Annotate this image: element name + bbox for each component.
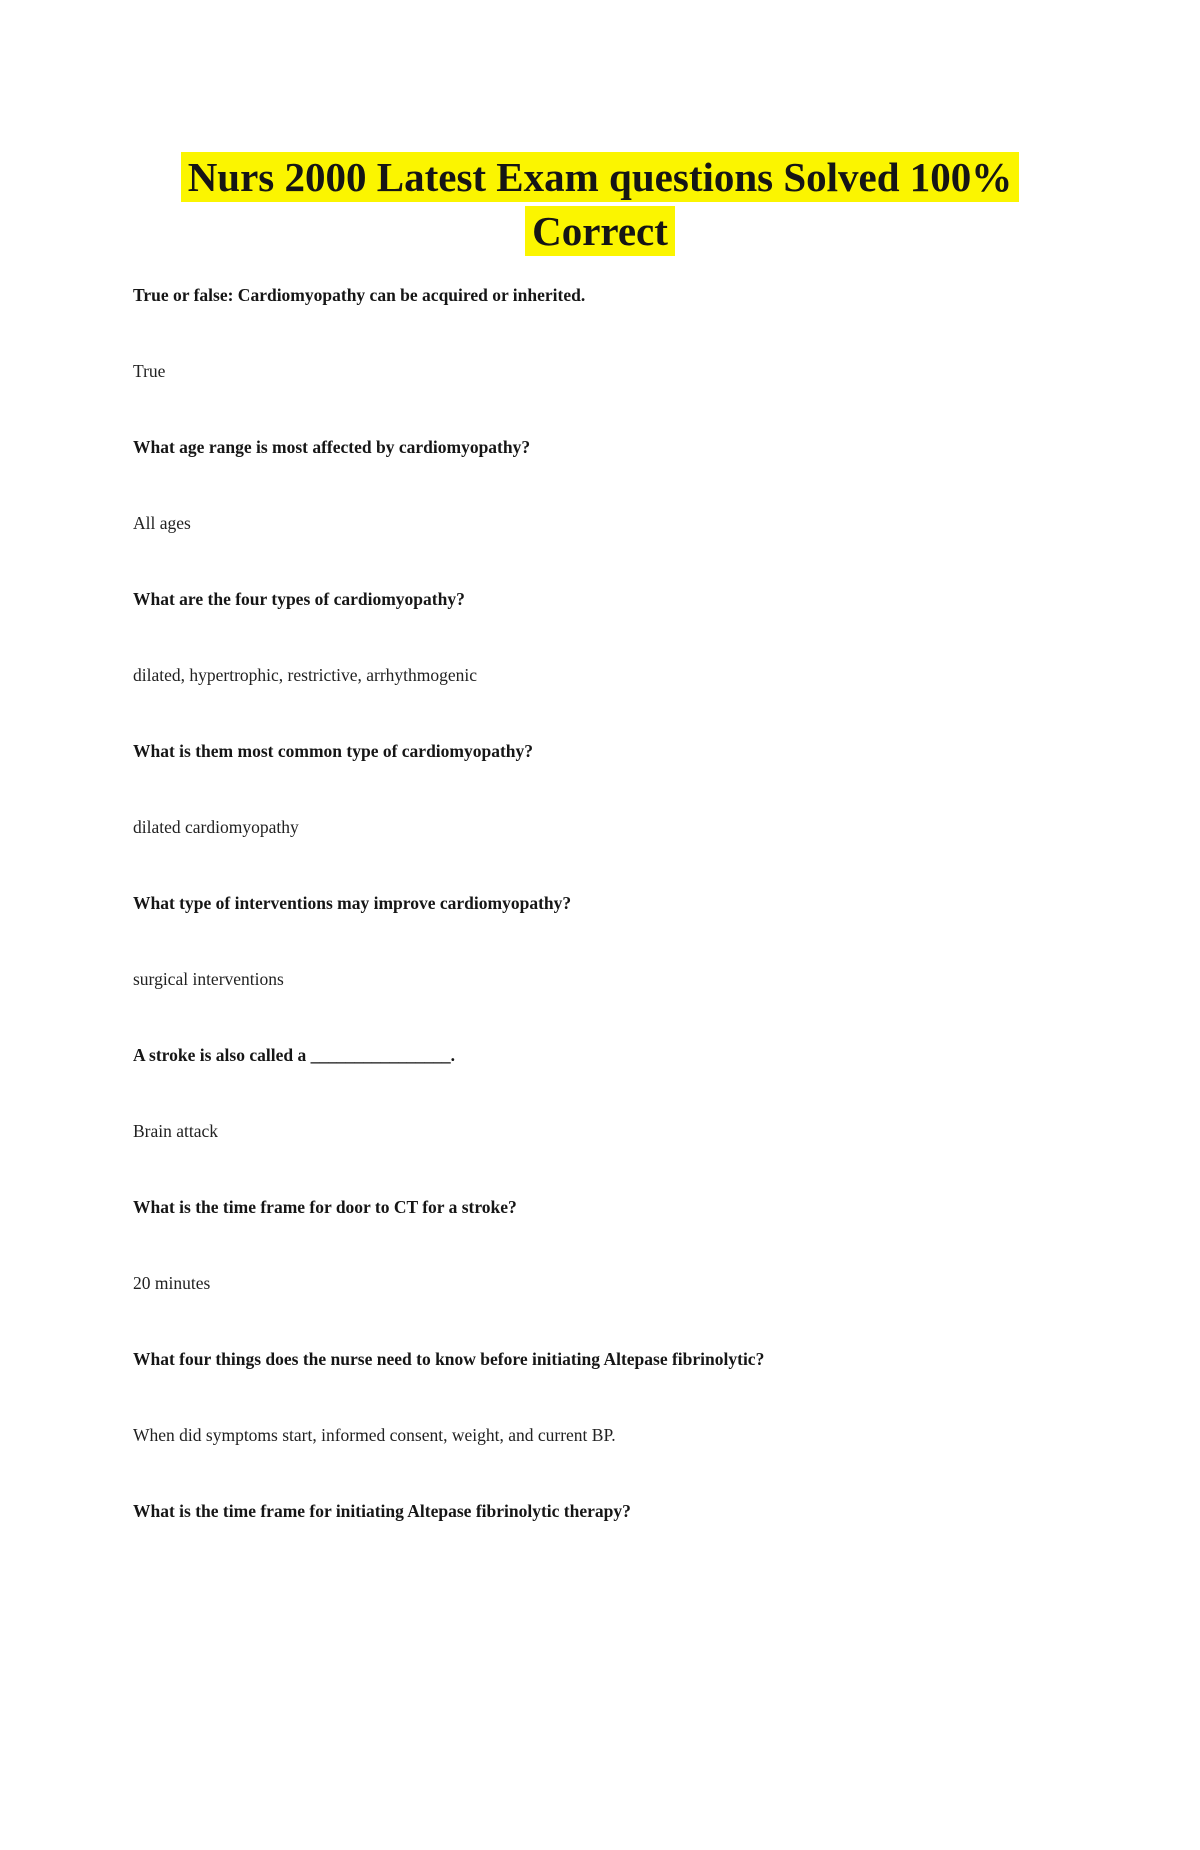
document-page bbox=[0, 150, 1200, 1850]
question-9: What is the time frame for initiating Altepase fibrinolytic therapy? bbox=[133, 1501, 631, 1521]
question-8: What four things does the nurse need to know before initiating Altepase fibrinolytic? bbox=[133, 1349, 765, 1369]
answer-1: True bbox=[133, 361, 166, 381]
answer-2: All ages bbox=[133, 513, 191, 533]
question-2: What age range is most affected by cardiomyopathy? bbox=[133, 437, 531, 457]
question-4: What is them most common type of cardiomyopathy? bbox=[133, 741, 534, 761]
page-title bbox=[133, 150, 1067, 258]
answer-5: surgical interventions bbox=[133, 969, 284, 989]
question-1: True or false: Cardiomyopathy can be acquired or inherited. bbox=[133, 285, 586, 305]
question-3: What are the four types of cardiomyopathy? bbox=[133, 589, 465, 609]
qa-list bbox=[133, 284, 1067, 1522]
answer-6: Brain attack bbox=[133, 1121, 219, 1141]
answer-7: 20 minutes bbox=[133, 1273, 211, 1293]
title-highlight: Nurs 2000 Latest Exam questions Solved 100% Correct bbox=[181, 152, 1020, 256]
answer-8: When did symptoms start, informed consent, weight, and current BP. bbox=[133, 1425, 616, 1445]
answer-3: dilated, hypertrophic, restrictive, arrhythmogenic bbox=[133, 665, 478, 685]
question-7: What is the time frame for door to CT for a stroke? bbox=[133, 1197, 517, 1217]
question-6: A stroke is also called a ________________. bbox=[133, 1045, 455, 1065]
question-5: What type of interventions may improve cardiomyopathy? bbox=[133, 893, 572, 913]
answer-4: dilated cardiomyopathy bbox=[133, 817, 299, 837]
